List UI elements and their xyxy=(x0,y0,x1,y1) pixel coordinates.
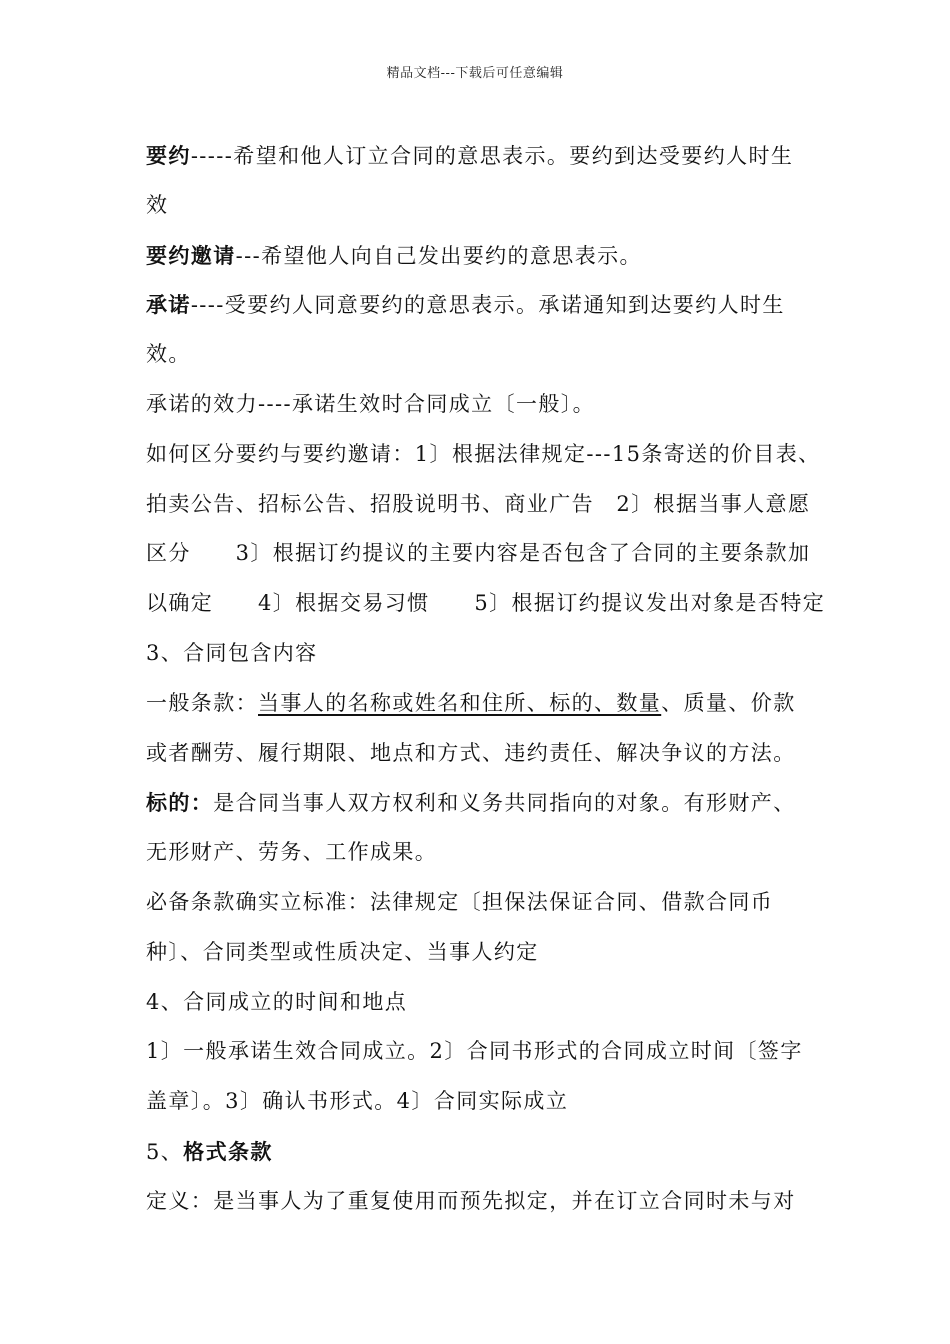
term-acceptance: 承诺 xyxy=(146,292,191,318)
line-text: 1〕一般承诺生效合同成立。2〕合同书形式的合同成立时间〔签字 xyxy=(146,1039,803,1064)
text-line xyxy=(146,1027,826,1077)
line-text: 效。 xyxy=(146,342,191,367)
underlined-text: 当事人的名称或姓名和住所、标的、数量 xyxy=(258,690,662,715)
line-text: 以确定 4〕根据交易习惯 5〕根据订约提议发出对象是否特定 xyxy=(146,591,826,616)
line-text: 4、合同成立的时间和地点 xyxy=(146,989,408,1014)
document-body xyxy=(146,131,826,1227)
text-line xyxy=(146,1177,826,1227)
text-line xyxy=(146,380,826,430)
line-text: 承诺的效力----承诺生效时合同成立〔一般〕。 xyxy=(146,391,596,416)
line-text: ---希望他人向自己发出要约的意思表示。 xyxy=(235,243,642,268)
text-line xyxy=(146,231,826,281)
text-line xyxy=(146,529,826,579)
line-text: 或者酬劳、履行期限、地点和方式、违约责任、解决争议的方法。 xyxy=(146,740,796,765)
line-text: 拍卖公告、招标公告、招股说明书、商业广告 2〕根据当事人意愿 xyxy=(146,491,811,516)
text-line xyxy=(146,181,826,231)
term-offer: 要约 xyxy=(146,143,191,168)
line-text: 必备条款确实立标准：法律规定〔担保法保证合同、借款合同币 xyxy=(146,889,774,914)
line-text: 一般条款： xyxy=(146,690,258,715)
text-line xyxy=(146,878,826,928)
text-line xyxy=(146,330,826,380)
line-text: ----受要约人同意要约的意思表示。承诺通知到达要约人时生 xyxy=(190,293,785,318)
line-text: 如何区分要约与要约邀请：1〕根据法律规定---15条寄送的价目表、 xyxy=(146,441,821,466)
text-line xyxy=(146,729,826,779)
line-text: 定义：是当事人为了重复使用而预先拟定，并在订立合同时未与对 xyxy=(146,1188,796,1213)
text-line xyxy=(146,280,826,330)
text-line xyxy=(146,679,826,729)
text-line xyxy=(146,828,826,878)
text-line xyxy=(146,430,826,480)
line-text: 3、合同包含内容 xyxy=(146,640,318,665)
line-text: 无形财产、劳务、工作成果。 xyxy=(146,840,438,865)
text-line xyxy=(146,928,826,978)
term-standard-clauses: 格式条款 xyxy=(183,1138,273,1164)
section-heading xyxy=(146,1127,826,1177)
line-text: 是合同当事人双方权利和义务共同指向的对象。有形财产、 xyxy=(213,791,796,816)
line-text: 区分 3〕根据订约提议的主要内容是否包含了合同的主要条款加 xyxy=(146,541,811,566)
term-subject-matter: 标的： xyxy=(146,790,214,816)
line-text: 效 xyxy=(146,192,169,217)
text-line xyxy=(146,579,826,629)
text-line xyxy=(146,131,826,181)
text-line xyxy=(146,1077,826,1127)
line-text: 5、 xyxy=(146,1139,184,1164)
line-text: 种〕、合同类型或性质决定、当事人约定 xyxy=(146,939,539,964)
section-heading xyxy=(146,978,826,1028)
line-text: -----希望和他人订立合同的意思表示。要约到达受要约人时生 xyxy=(190,144,794,168)
section-heading xyxy=(146,629,826,679)
line-text: 盖章〕。3〕确认书形式。4〕合同实际成立 xyxy=(146,1089,569,1114)
text-line xyxy=(146,480,826,530)
line-text: 、质量、价款 xyxy=(661,690,796,715)
text-line xyxy=(146,778,826,828)
term-invitation-to-offer: 要约邀请 xyxy=(146,242,236,268)
page-header: 精品文档---下载后可任意编辑 xyxy=(386,66,564,81)
